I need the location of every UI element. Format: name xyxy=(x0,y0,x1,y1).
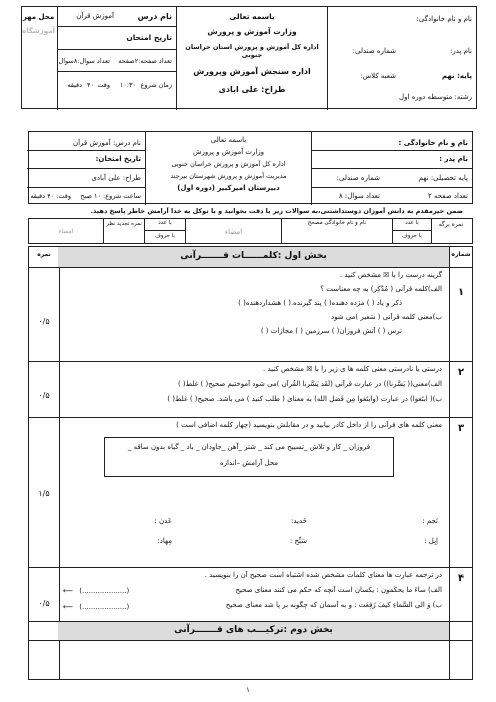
grade-revised-number: با عدد xyxy=(158,220,172,226)
q1-line-1: گزینه درست را با ☒ مشخص کنید . xyxy=(339,271,442,279)
top-office: اداره سنجش آموزش وپرورش xyxy=(193,67,311,76)
top-stamp-line2: آموزشگاه xyxy=(22,27,55,35)
q2-line-2[interactable]: الف)معنی(( یَسَّرنا)) در عبارت قرآنی (لَقَد یَسَّرنا القُرآن )می شود آموختیم صحیح( ) غلط( ) xyxy=(177,380,442,388)
second-subject: نام درس: آموزش قرآن xyxy=(72,139,141,147)
q3-answer-2a[interactable]: اِبِل : xyxy=(424,537,438,545)
second-questions-label: تعداد سوال: ۸ xyxy=(338,192,380,200)
top-grade-label: پایه: نهم xyxy=(441,72,472,80)
top-center-block xyxy=(177,7,327,110)
q1-body xyxy=(62,269,442,335)
q3-word-box xyxy=(104,437,394,477)
top-seat-label: شماره صندلی: xyxy=(352,47,396,55)
q3-score: ۱/۵ xyxy=(38,489,50,498)
q3-word-box-line1: فروزان _ کار و تلاش _تسبیح می کند _ شتر _آهن _جاودان _ باد _ گیاه بدون ساقه _ xyxy=(127,443,371,451)
q3-number: ۳ xyxy=(457,423,465,434)
top-start-label: زمان شروع xyxy=(140,81,172,89)
second-seat-label: شماره صندلی: xyxy=(336,174,380,182)
section2-header xyxy=(58,622,449,640)
q4-number: ۴ xyxy=(457,573,465,584)
top-bismillah: باسمه تعالی xyxy=(229,12,275,21)
top-student-info xyxy=(328,7,476,110)
second-pages-label: تعداد صفحه ۲ xyxy=(427,192,468,200)
grade-number-label: با عدد xyxy=(405,220,419,226)
q2-number: ۲ xyxy=(457,367,465,378)
top-duration-unit: دقیقه xyxy=(67,81,82,89)
q3-answer-2b[interactable]: سَبِّح : xyxy=(289,537,307,545)
top-exam-info xyxy=(58,7,176,110)
q1-number: ۱ xyxy=(457,287,465,298)
q3-line-1: معنی کلمه های قرآنی را از داخل کادر بیابید و در مقابلش بنویسید (چهار کلمه اضافی است ) xyxy=(176,421,442,429)
top-name-label: نام و نام خانوادگی: xyxy=(416,15,472,23)
q1-line-4: ب)معنی کلمه قرآنی ( سَعیر )می شود xyxy=(331,313,442,321)
notice-text: ضمن خیرمقدم به دانش آموزان دوستداشتنی،به سوالات زیر با دقت بخوانید و با توکل به خدا آرامش خاطر پاسخ دهید. xyxy=(90,207,463,215)
second-ministry: وزارت آموزش و پرورش xyxy=(192,148,265,156)
second-province: اداره کل آموزش و پرورش خراسان جنوبی xyxy=(171,160,286,168)
grade-revised-letter: با حروف xyxy=(155,233,175,239)
q2-score: ۰/۵ xyxy=(38,391,50,400)
q3-word-box-line2: محل آرامش –اندازه xyxy=(219,459,279,467)
top-subject-value: آموزش قرآن xyxy=(76,12,114,20)
top-duration-value: ۴۰ xyxy=(87,81,94,89)
top-questions-label: تعداد سوال:۸سوال xyxy=(58,57,110,65)
q2-line-3[interactable]: ب)( ابتَغوا) در عبارت (وابتَغوا مِن فَضلِ الله) به معنای ( طلب کنید ) می باشد. صحیح( ) غلط( ) xyxy=(167,395,442,403)
second-grade-label: پایه تحصیلی: نهم xyxy=(418,174,468,182)
top-date-label: تاریخ امتحان xyxy=(126,33,172,42)
q1-line-5[interactable]: ترس ( ) آتش فروزان( ) سرزمین ( ) مجازات ( ) xyxy=(260,327,402,335)
q3-answer-row-1[interactable] xyxy=(62,517,442,531)
top-ministry: وزارت آموزش و پرورش xyxy=(207,27,297,36)
second-exam-date: تاریخ امتحان: xyxy=(95,155,141,163)
col-number-header: شماره xyxy=(451,251,471,258)
q3-answer-1b[interactable]: خَدید: xyxy=(291,517,307,525)
q4-blank-1[interactable] xyxy=(63,587,129,595)
top-class-label: شعبه کلاس: xyxy=(360,72,396,80)
questions-table xyxy=(28,246,473,680)
second-center-block xyxy=(146,132,311,205)
second-start-time: ساعت شروع: ۱۰ صبح xyxy=(80,192,141,200)
grade-revised-header: نمره تجدید نظر xyxy=(106,221,142,227)
q1-score: ۰/۵ xyxy=(38,317,50,326)
q3-answer-1c[interactable]: عَدن : xyxy=(154,517,172,525)
second-school: دبیرستان امیرکبیر (دوره اول) xyxy=(177,184,280,192)
second-duration: وقت: ۴۰ دقیقه xyxy=(30,192,71,200)
q3-body xyxy=(62,421,442,429)
top-stamp-line1: محل مهر xyxy=(22,13,55,21)
top-father-label: نام پدر: xyxy=(449,47,472,55)
grading-strip xyxy=(28,218,473,244)
top-subject-label: نام درس xyxy=(137,12,172,21)
q1-line-2: الف)کلمه قرآنی ( مُدَّکِر) به چه معناست ؟ xyxy=(320,285,442,293)
grade-score-header: نمره برگه xyxy=(438,221,464,228)
q4-line-2: الف) ساءَ ما یحکُمون : یکسان است آنچه که حکم می کنند معنای صحیح xyxy=(235,586,442,594)
q4-score: ۰/۵ xyxy=(38,599,50,608)
page-number: ۱ xyxy=(246,686,250,694)
top-duration-label: وقت xyxy=(97,81,110,89)
second-designer: طراح: علی آبادی xyxy=(91,174,141,182)
top-stamp-area xyxy=(20,7,57,110)
second-exam-info xyxy=(27,132,145,205)
top-header xyxy=(21,6,477,109)
top-province: اداره کل آموزش و پرورش استان خراسان جنوبی xyxy=(185,43,319,59)
q4-blank-2[interactable] xyxy=(63,603,129,611)
section1-title: بخش اول :کلمــــــات قـــــــرآنی xyxy=(180,251,327,261)
second-father-label: نام پدر : xyxy=(439,155,468,163)
second-bismillah: باسمه تعالی xyxy=(210,136,247,144)
second-directorate: مدیریت آموزش و پرورش شهرستان بیرجند xyxy=(170,172,287,180)
q3-answer-row-2[interactable] xyxy=(62,537,442,551)
section2-title: بخش دوم :ترکیـــب های قـــــــرآنی xyxy=(174,625,333,635)
q4-line-1: در ترجمه عبارت ها معنای کلمات مشخص شده اشتباه است صحیح آن را بنویسید . xyxy=(204,571,442,579)
q4-blank-1-text[interactable]: (....................) xyxy=(79,587,130,595)
second-student-info xyxy=(312,132,472,205)
top-designer: طراح: علی ابادی xyxy=(218,85,286,94)
q2-body xyxy=(62,365,442,403)
section1-header xyxy=(58,247,449,267)
q3-answer-1a[interactable]: نَجم : xyxy=(422,517,438,525)
second-name-label: نام و نام خانوادگی : xyxy=(398,139,468,147)
top-start-value: ۱۰:۳۰ xyxy=(119,81,136,89)
second-header xyxy=(28,131,473,204)
top-field-label: رشته: متوسطه دوره اول xyxy=(399,93,472,101)
q3-answer-2c[interactable]: مِهاد: xyxy=(157,537,172,545)
arrow-left-icon: ⟵ xyxy=(63,587,74,595)
grade-letter-label: با حروف xyxy=(402,233,422,239)
top-pages-label: تعداد صفحه:۲صفحه xyxy=(118,57,172,65)
grade-signature-label: امضاء xyxy=(224,228,243,236)
q2-line-1: درستی یا نادرستی معنی کلمه ها ی زیر را با ☒ مشخص کنید . xyxy=(263,365,442,373)
q4-blank-2-text[interactable]: (....................) xyxy=(79,603,130,611)
q1-line-3[interactable]: ذکر و یاد ( ) مژده دهنده( ) پند گیرنده.( ) هشداردهنده( ) xyxy=(238,299,402,307)
q4-line-3: ب) وَ الی السَّماءِ کیفَ رُفِعَت : و به آسمان که چگونه بر پا شد معنای صحیح xyxy=(225,601,442,609)
arrow-left-icon: ⟵ xyxy=(63,603,74,611)
grade-corrector-label: نام و نام خانوادگی مصحح xyxy=(307,220,367,226)
col-score-header: نمره xyxy=(37,251,51,258)
grade-signature-label-2: امضاء xyxy=(58,228,74,235)
